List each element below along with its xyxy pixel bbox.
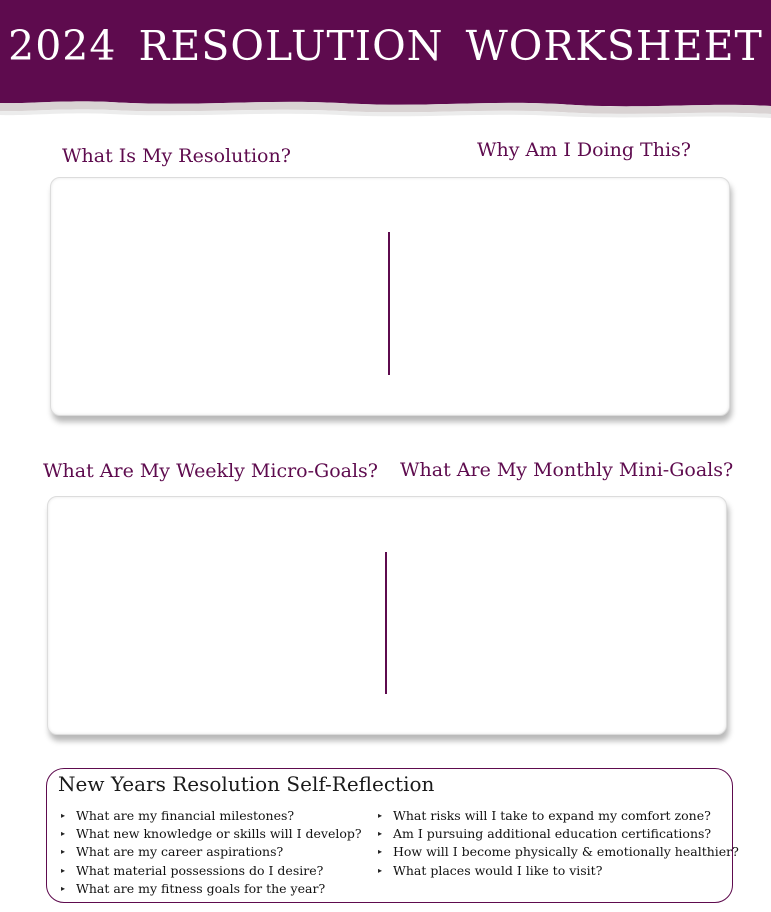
list-item: ▸ What places would I like to visit? xyxy=(376,862,711,880)
list-item: ▸ What material possessions do I desire? xyxy=(59,862,362,880)
why-heading: Why Am I Doing This? xyxy=(477,139,691,161)
reflection-list-right xyxy=(376,807,739,880)
triangle-right-icon: ▸ xyxy=(61,883,66,893)
goals-box[interactable] xyxy=(47,496,727,735)
triangle-right-icon: ▸ xyxy=(378,865,383,875)
weekly-goals-heading: What Are My Weekly Micro-Goals? xyxy=(43,460,378,482)
divider-line xyxy=(388,232,390,375)
divider-line xyxy=(385,552,387,694)
list-item: ▸ What are my career aspirations? xyxy=(59,843,362,861)
reflection-list-left xyxy=(59,807,362,898)
list-item: ▸ Am I pursuing additional education certifications? xyxy=(376,825,711,843)
triangle-right-icon: ▸ xyxy=(61,847,66,857)
list-item: ▸ What new knowledge or skills will I develop? xyxy=(59,825,362,843)
torn-paper-edge xyxy=(0,92,771,124)
triangle-right-icon: ▸ xyxy=(61,829,66,839)
triangle-right-icon: ▸ xyxy=(61,865,66,875)
monthly-goals-heading: What Are My Monthly Mini-Goals? xyxy=(400,459,734,481)
resolution-heading: What Is My Resolution? xyxy=(62,145,291,167)
list-item: ▸ What are my financial milestones? xyxy=(59,807,362,825)
triangle-right-icon: ▸ xyxy=(61,811,66,820)
list-item: ▸ How will I become physically & emotionally healthier? xyxy=(376,843,693,861)
triangle-right-icon: ▸ xyxy=(378,847,383,857)
list-item: ▸ What risks will I take to expand my comfort zone? xyxy=(376,807,711,825)
list-item: ▸ What are my fitness goals for the year? xyxy=(59,880,362,898)
triangle-right-icon: ▸ xyxy=(378,811,383,820)
self-reflection-panel xyxy=(46,768,739,903)
triangle-right-icon: ▸ xyxy=(378,829,383,839)
self-reflection-title: New Years Resolution Self-Reflection xyxy=(58,772,435,796)
worksheet-title: 2024 RESOLUTION WORKSHEET xyxy=(8,22,763,70)
resolution-why-box[interactable] xyxy=(50,177,730,416)
